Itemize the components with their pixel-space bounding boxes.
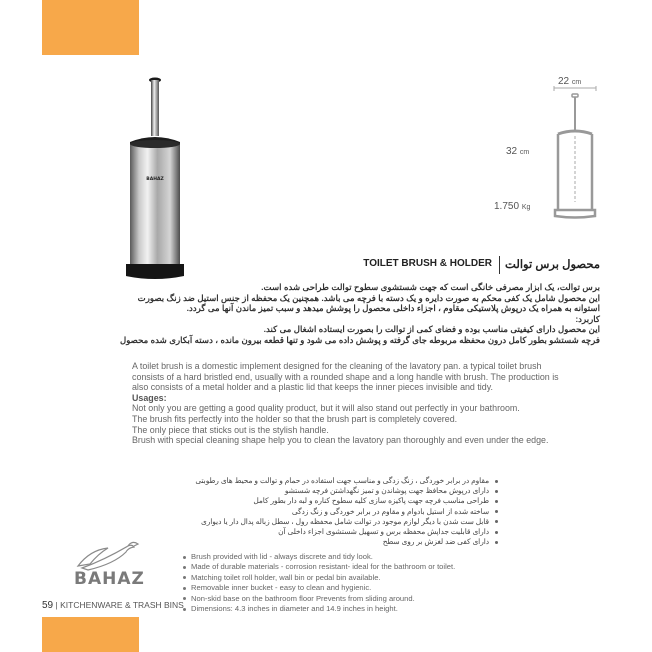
bullet-icon [495, 500, 498, 503]
feature-text: Removable inner bucket - easy to clean and hygienic. [191, 583, 372, 593]
list-item [183, 562, 563, 572]
bullet-icon [183, 566, 186, 569]
fa-desc-line: این محصول شامل یک کفی محکم به صورت دایره و یک دسته با فرچه می باشد. همچنین یک محفظه از جنس استیل ضد زنگ بصورت [137, 292, 600, 303]
product-brand-mark: BAHAZ [146, 177, 164, 182]
fa-usage-line: این محصول دارای کیفیتی مناسب بوده و فضای کمی از توالت را بصورت ایستاده اشغال می کند. [263, 324, 600, 335]
bullet-icon [495, 490, 498, 493]
list-item [178, 507, 498, 517]
bullet-icon [183, 587, 186, 590]
en-usage-line: The only piece that sticks out is the stylish handle. [132, 424, 329, 435]
persian-description [120, 282, 600, 346]
page-number: 59 [42, 600, 54, 611]
feature-text: Brush provided with lid - always discrete and tidy look. [191, 552, 373, 561]
persian-feature-list [178, 476, 498, 547]
feature-text: Non-skid base on the bathroom floor Prevents from sliding around. [191, 593, 415, 603]
english-description [132, 361, 612, 446]
page-footer [42, 600, 184, 611]
feature-text: قابل ست شدن با دیگر لوازم موجود در توالت شامل محفظه رول ، سطل زباله پدال دار یا دیواری [201, 516, 489, 526]
list-item [178, 486, 498, 496]
en-usage-line: Brush with special cleaning shape help you to clean the lavatory pan thoroughly and even under the edge. [132, 435, 549, 446]
feature-text: دارای قابلیت جداپش محفظه برس و تسهیل شستشوی اجزاء داخلی آن [278, 527, 489, 537]
english-feature-list [183, 552, 563, 614]
orange-corner-tab-bottom [42, 617, 139, 652]
footer-category: KITCHENWARE & TRASH BINS [60, 600, 184, 610]
list-item [183, 552, 563, 562]
bullet-icon [183, 576, 186, 579]
en-desc-line: consists of a hard bristled end, usually with a rounded shape and a long handle with brush. The production is [132, 371, 559, 382]
feature-text: دارای درپوش محافظ جهت پوشاندن و تمیز نگهداشتن فرچه شستشو [284, 486, 489, 496]
list-item [183, 594, 563, 604]
width-unit: cm [571, 79, 582, 86]
en-desc-line: also consists of a metal holder and a plastic lid that keeps the inner pieces invisible and tidy. [132, 382, 493, 393]
brand-logo-text: BAHAZ [74, 569, 145, 589]
feature-text: Dimensions: 4.3 inches in diameter and 14.9 inches in height. [191, 604, 398, 614]
list-item [183, 604, 563, 614]
list-item [183, 573, 563, 583]
feature-text: مقاوم در برابر خوردگی ، زنگ زدگی و مناسب جهت استفاده در حمام و توالت و محیط های رطوبتی [195, 476, 489, 485]
fa-usage-heading: کاربرد: [575, 313, 600, 324]
feature-text: طراحی مناسب فرچه جهت پاکیزه سازی کلیه سطوح کناره و لبه دار بطور کامل [253, 496, 489, 506]
list-item [183, 583, 563, 593]
bullet-icon [495, 480, 498, 483]
bullet-icon [495, 541, 498, 544]
fa-desc-line: استوانه به همراه یک درپوش پلاستیکی مقاوم ، اجزاء داخلی محصول را پوشش میدهد و سبب تمیز ماندن آنها می گردد. [186, 303, 600, 314]
list-item [178, 527, 498, 537]
weight-value: 1.750 [494, 201, 520, 212]
list-item [178, 537, 498, 547]
en-usage-line: Not only you are getting a good quality product, but it will also stand out perfectly in your bathroom. [132, 403, 520, 414]
en-desc-line: A toilet brush is a domestic implement designed for the cleaning of the lavatory pan. a typical toilet brush [132, 361, 542, 371]
height-label [506, 146, 529, 157]
en-usage-heading: Usages: [132, 392, 167, 403]
feature-text: ساخته شده از استیل بادوام و مقاوم در برابر خوردگی و زنگ زدگی [291, 506, 489, 516]
width-value: 22 [558, 76, 570, 87]
feature-text: دارای کفی ضد لغزش بر روی سطح [382, 537, 489, 547]
fa-usage-line: فرچه شستشو بطور کامل درون محفظه مربوطه جای گرفته و پوشش داده می شود و تنها قطعه بیرون مانده ، دسته آبکاری شده محصول [120, 334, 600, 345]
bullet-icon [183, 556, 186, 559]
height-value: 32 [506, 146, 518, 157]
bullet-icon [495, 520, 498, 523]
list-item [178, 476, 498, 486]
weight-unit: Kg [521, 204, 531, 211]
product-title-row [330, 256, 600, 274]
height-unit: cm [519, 149, 530, 156]
feature-text: Matching toilet roll holder, wall bin or pedal bin available. [191, 572, 381, 582]
en-usage-line: The brush fits perfectly into the holder so that the brush part is completely covered. [132, 413, 458, 424]
list-item [178, 496, 498, 506]
bullet-icon [495, 510, 498, 513]
product-title-english: TOILET BRUSH & HOLDER [363, 258, 492, 269]
weight-label [494, 201, 530, 212]
bullet-icon [495, 531, 498, 534]
brush-outline-drawing [550, 86, 600, 222]
orange-corner-tab-top [42, 0, 139, 55]
product-title-persian: محصول برس توالت [505, 259, 600, 271]
toilet-brush-product-image [120, 76, 190, 286]
feature-text: Made of durable materials - corrosion resistant- ideal for the bathroom or toilet. [191, 562, 456, 572]
dimension-diagram [488, 70, 608, 230]
footer-separator: | [55, 600, 58, 610]
title-divider [499, 256, 500, 274]
list-item [178, 517, 498, 527]
fa-desc-line: برس توالت، یک ابزار مصرفی خانگی است که جهت شستشوی سطوح توالت طراحی شده است. [261, 282, 600, 292]
